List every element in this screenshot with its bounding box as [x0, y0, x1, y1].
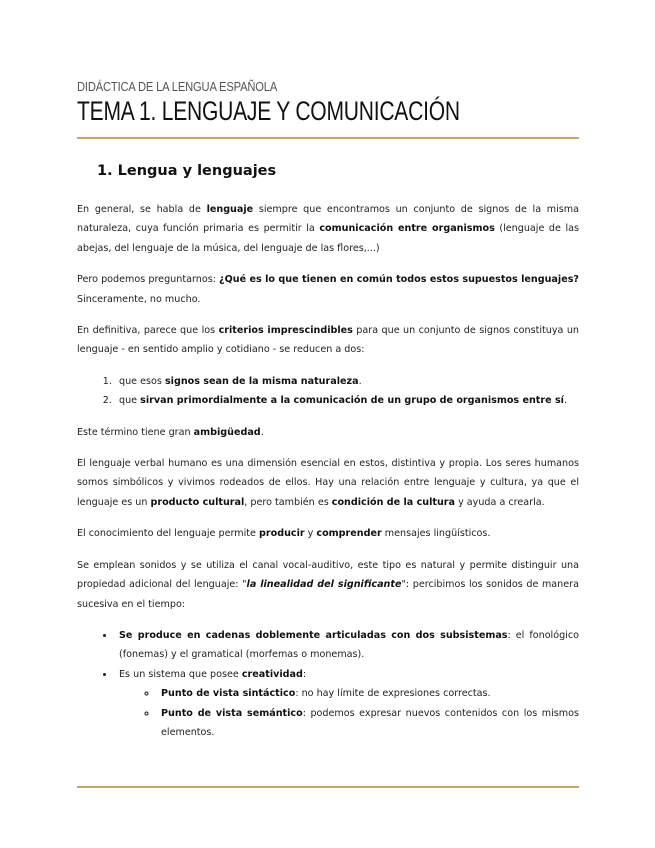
course-name: DIDÁCTICA DE LA LENGUA ESPAÑOLA [77, 79, 278, 94]
list-item: 2. que sirvan primordialmente a la comunicación de un grupo de organismos entre sí. [115, 391, 579, 410]
list-item: ◦ Punto de vista sintáctico: no hay límite de expresiones correctas. [157, 684, 579, 703]
page-title: TEMA 1. LENGUAJE Y COMUNICACIÓN [77, 96, 460, 126]
paragraph: El lenguaje verbal humano es una dimensión esencial en estos, distintiva y propia. Los seres humanos somos simbólicos y vivimos rodeados de ellos. Hay una relación entre lenguaje y cultura, ya que el lenguaje es un producto cultural, pero también es condición de la cultura y ayuda a crearla. [77, 458, 579, 508]
paragraph: En general, se habla de lenguaje siempre que encontramos un conjunto de signos de la misma naturaleza, cuya función primaria es permitir la comunicación entre organismos (lenguaje de las abejas, del lenguaje de la música, del lenguaje de las flores,...) [77, 204, 579, 254]
paragraph: El conocimiento del lenguaje permite producir y comprender mensajes lingüísticos. [77, 528, 491, 540]
list-item: ◦ Punto de vista semántico: podemos expresar nuevos contenidos con los mismos elementos. [157, 704, 579, 743]
list-item: • Se produce en cadenas doblemente articuladas con dos subsistemas: el fonológico (fonemas) y el gramatical (morfemas o monemas). [115, 626, 579, 665]
paragraph: Este término tiene gran ambigüedad. [77, 426, 264, 438]
criteria-list [77, 372, 579, 411]
paragraph: En definitiva, parece que los criterios imprescindibles para que un conjunto de signos constituya un lenguaje - en sentido amplio y cotidiano - se reducen a dos: [77, 325, 580, 356]
properties-list [77, 626, 579, 742]
section-heading: 1. Lengua y lenguajes [97, 163, 277, 179]
document-body [77, 200, 579, 742]
list-item: • Es un sistema que posee creatividad: ◦ Punto de vista sintáctico: no hay límite de expresiones correctas. ◦ Punto de vista semántico: podemos expresar nuevos contenidos con los mismos elementos. [115, 665, 579, 743]
footer-divider [77, 786, 579, 788]
sub-list [119, 684, 579, 742]
header-divider [77, 137, 579, 139]
paragraph: Se emplean sonidos y se utiliza el canal vocal-auditivo, este tipo es natural y permite distinguir una propiedad adicional del lenguaje: "la linealidad del significante": percibimos los sonidos de manera sucesiva en el tiempo: [77, 559, 579, 610]
list-item: 1. que esos signos sean de la misma naturaleza. [115, 372, 579, 391]
paragraph: Pero podemos preguntarnos: ¿Qué es lo que tienen en común todos estos supuestos lenguajes? Sinceramente, no mucho. [77, 274, 579, 305]
